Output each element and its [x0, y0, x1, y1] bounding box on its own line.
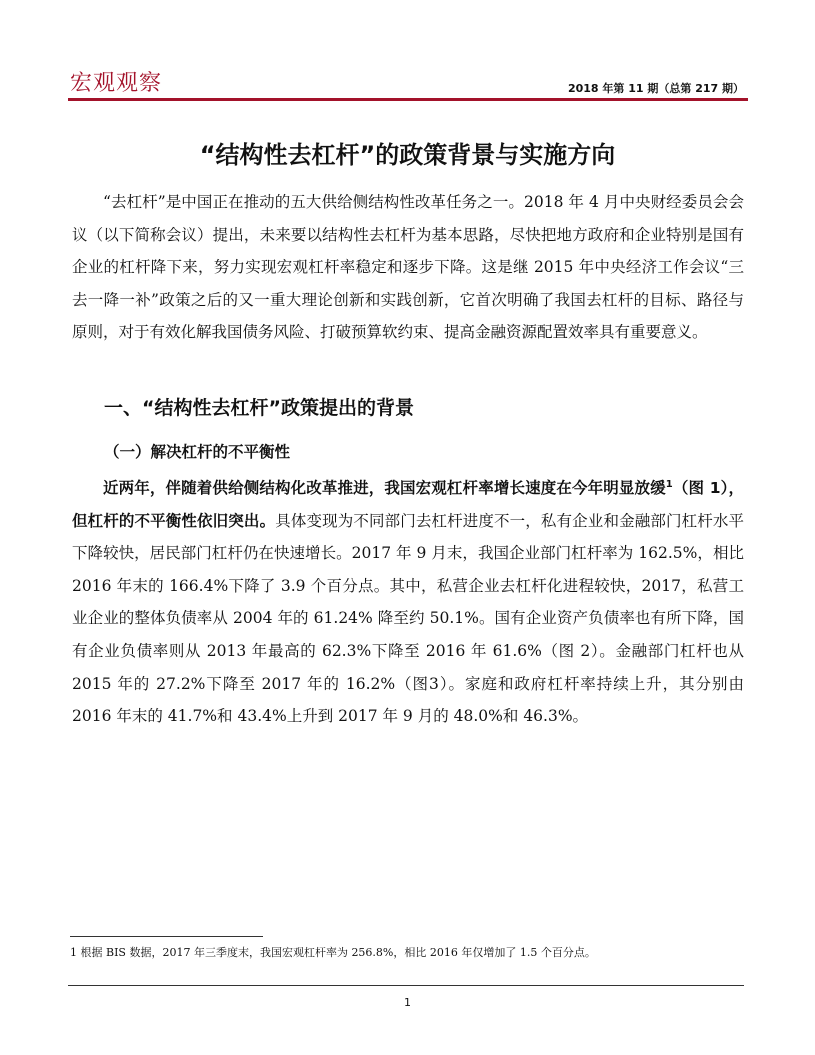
footnote-marker[interactable]: 1 [665, 478, 673, 490]
issue-number: 2018 年第 11 期（总第 217 期） [567, 82, 744, 95]
section-heading: 一、“结构性去杠杆”政策提出的背景 [104, 397, 414, 419]
footnote-divider [70, 936, 263, 937]
body-paragraph [72, 472, 744, 733]
intro-paragraph: “去杠杆”是中国正在推动的五大供给侧结构性改革任务之一。2018 年 4 月中央财经委员会会议（以下简称会议）提出，未来要以结构性去杠杆为基本思路，尽快把地方政府和企业特别是国有企业的杠杆降下来，努力实现宏观杠杆率稳定和逐步下降。这是继 2015 年中央经济工作会议“三去一降一补”政策之后的又一重大理论创新和实践创新，它首次明确了我国去杠杆的目标、路径与原则，对于有效化解我国债务风险、打破预算软约束、提高金融资源配置效率具有重要意义。 [72, 193, 744, 342]
header-divider [68, 98, 748, 101]
page-number: 1 [404, 996, 411, 1009]
subsection-heading: （一）解决杠杆的不平衡性 [104, 443, 291, 461]
body-bold-tail: （图 1），但杠杆的不平衡性依旧突出。 [72, 479, 744, 530]
document-title: “结构性去杠杆”的政策背景与实施方向 [199, 141, 616, 169]
body-bold-lead: 近两年，伴随着供给侧结构化改革推进，我国宏观杠杆率增长速度在今年明显放缓 [103, 479, 666, 497]
footnote-text: 1 根据 BIS 数据，2017 年三季度末，我国宏观杠杆率为 256.8%，相比 2016 年仅增加了 1.5 个百分点。 [70, 946, 596, 959]
footer-divider [68, 985, 744, 986]
body-text: 具体变现为不同部门去杠杆进度不一，私有企业和金融部门杠杆水平下降较快，居民部门杠杆仍在快速增长。2017 年 9 月末，我国企业部门杠杆率为 162.5%，相比 2016 年末的 166.4%下降了 3.9 个百分点。其中，私营企业去杠杆化进程较快，2017，私营工业企业的整体负债率从 2004 年的 61.24% 降至约 50.1%。国有企业资产负债率也有所下降，国有企业负债率则从 2013 年最高的 62.3%下降至 2016 年 61.6%（图 2）。金融部门杠杆也从 2015 年的 27.2%下降至 2017 年的 16.2%（图3）。家庭和政府杠杆率持续上升，其分别由 2016 年末的 41.7%和 43.4%上升到 2017 年 9 月的 48.0%和 46.3%。 [72, 511, 744, 726]
header-title: 宏观观察 [70, 71, 163, 96]
